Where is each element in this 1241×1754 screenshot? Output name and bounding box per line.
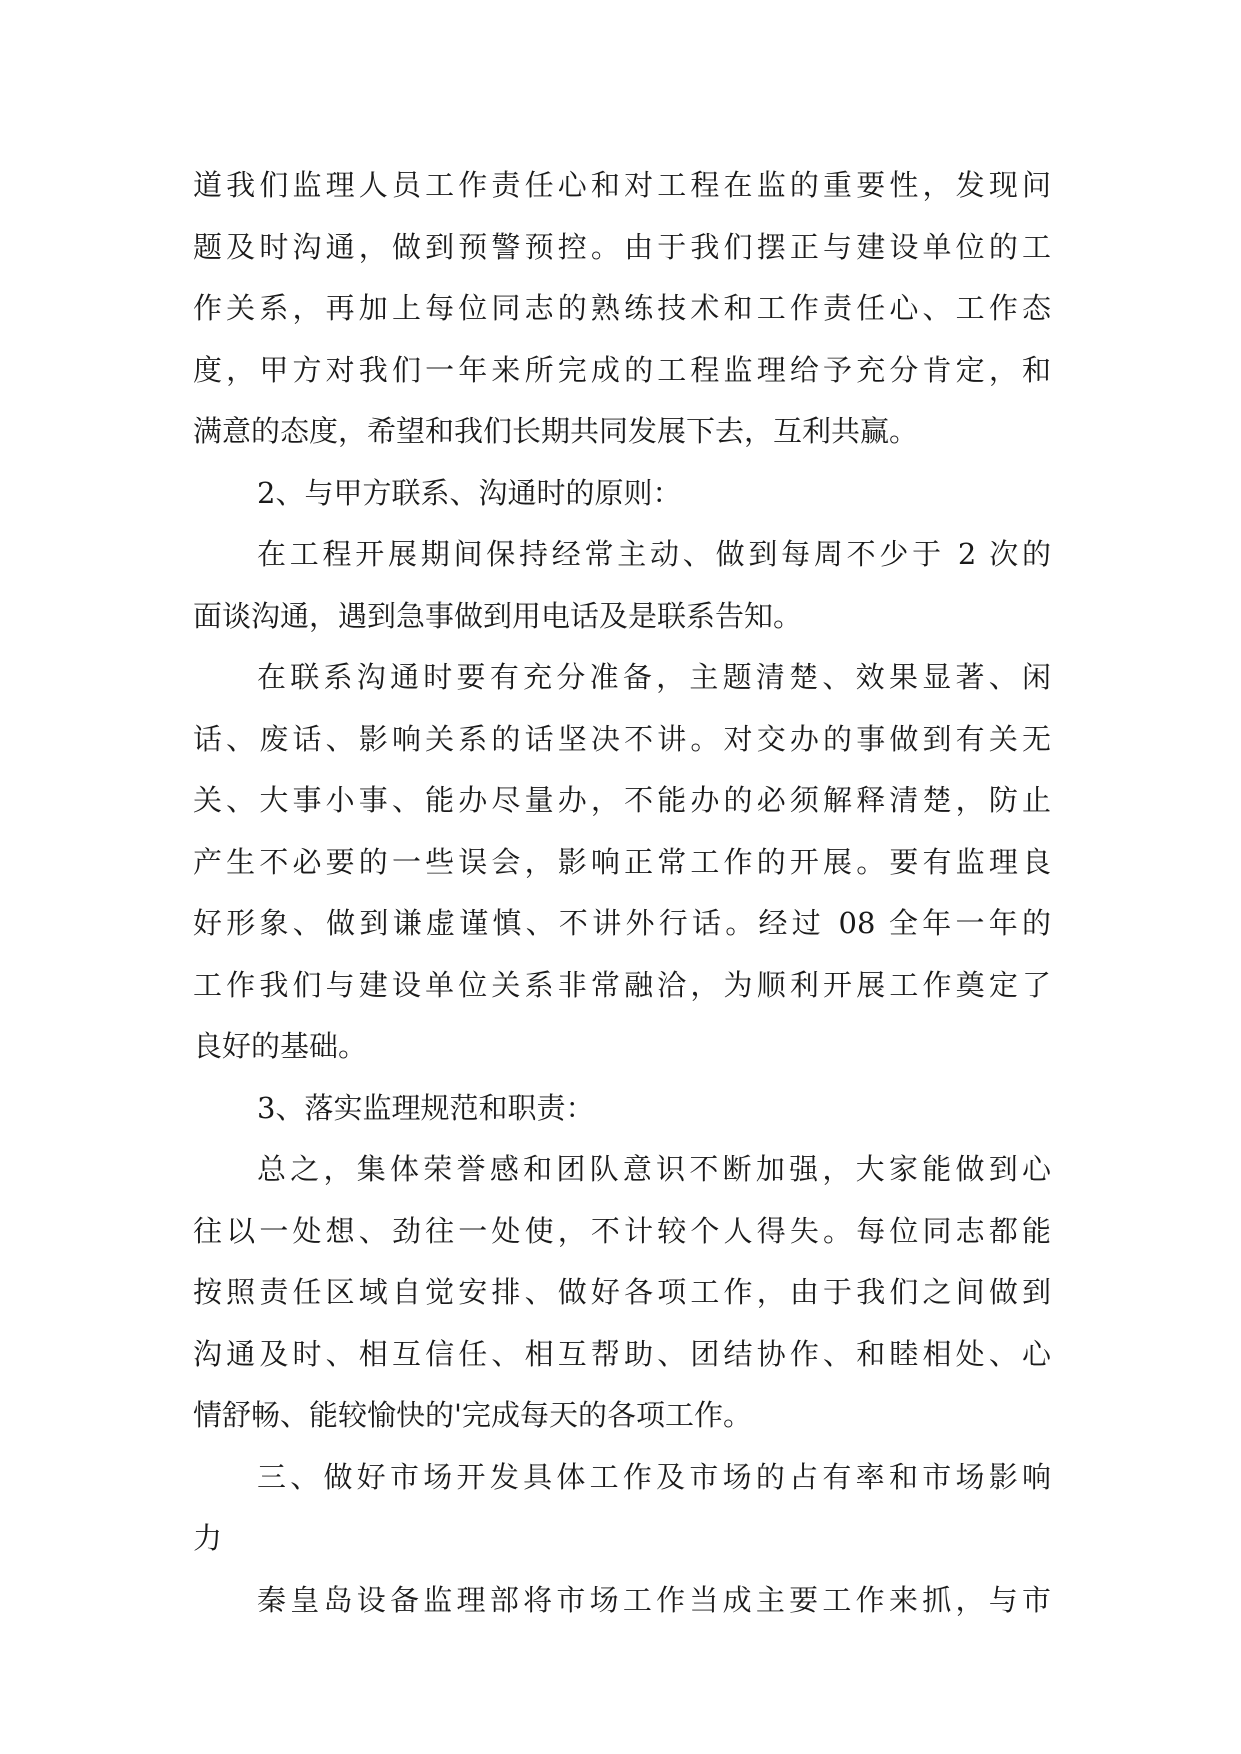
- text-line: 题及时沟通，做到预警预控。由于我们摆正与建设单位的工: [193, 229, 1051, 264]
- text-line: 力: [193, 1521, 223, 1555]
- text-line: 按照责任区域自觉安排、做好各项工作，由于我们之间做到: [193, 1275, 1051, 1309]
- text-line: 话、废话、影响关系的话坚决不讲。对交办的事做到有关无: [193, 721, 1051, 756]
- text-line: 往以一处想、劲往一处使，不计较个人得失。每位同志都能: [193, 1213, 1051, 1248]
- text-line: 在联系沟通时要有充分准备，主题清楚、效果显著、闲: [257, 660, 1051, 694]
- text-line: 总之，集体荣誉感和团队意识不断加强，大家能做到心: [257, 1152, 1051, 1186]
- text-line: 作关系，再加上每位同志的熟练技术和工作责任心、工作态: [193, 291, 1051, 325]
- text-line: 好形象、做到谦虚谨慎、不讲外行话。经过 08 全年一年的: [193, 906, 1051, 940]
- text-line: 3、落实监理规范和职责：: [257, 1090, 595, 1125]
- text-line: 面谈沟通，遇到急事做到用电话及是联系告知。: [193, 598, 803, 633]
- text-line: 度，甲方对我们一年来所完成的工程监理给予充分肯定，和: [193, 352, 1051, 387]
- document-body: [193, 155, 1051, 1631]
- text-line: 2、与甲方联系、沟通时的原则：: [257, 475, 682, 510]
- text-line: 良好的基础。: [193, 1029, 368, 1063]
- text-line: 情舒畅、能较愉快的'完成每天的各项工作。: [193, 1398, 752, 1432]
- text-line: 在工程开展期间保持经常主动、做到每周不少于 2 次的: [257, 537, 1051, 571]
- text-line: 秦皇岛设备监理部将市场工作当成主要工作来抓，与市: [257, 1582, 1051, 1617]
- text-line: 沟通及时、相互信任、相互帮助、团结协作、和睦相处、心: [193, 1336, 1051, 1371]
- text-line: 工作我们与建设单位关系非常融洽，为顺利开展工作奠定了: [193, 967, 1051, 1002]
- text-line: 三、做好市场开发具体工作及市场的占有率和市场影响: [257, 1459, 1051, 1494]
- text-line: 关、大事小事、能办尽量办，不能办的必须解释清楚，防止: [193, 783, 1051, 817]
- text-line: 满意的态度，希望和我们长期共同发展下去，互利共赢。: [193, 414, 919, 448]
- text-line: 产生不必要的一些误会，影响正常工作的开展。要有监理良: [193, 844, 1051, 879]
- text-line: 道我们监理人员工作责任心和对工程在监的重要性，发现问: [193, 168, 1051, 202]
